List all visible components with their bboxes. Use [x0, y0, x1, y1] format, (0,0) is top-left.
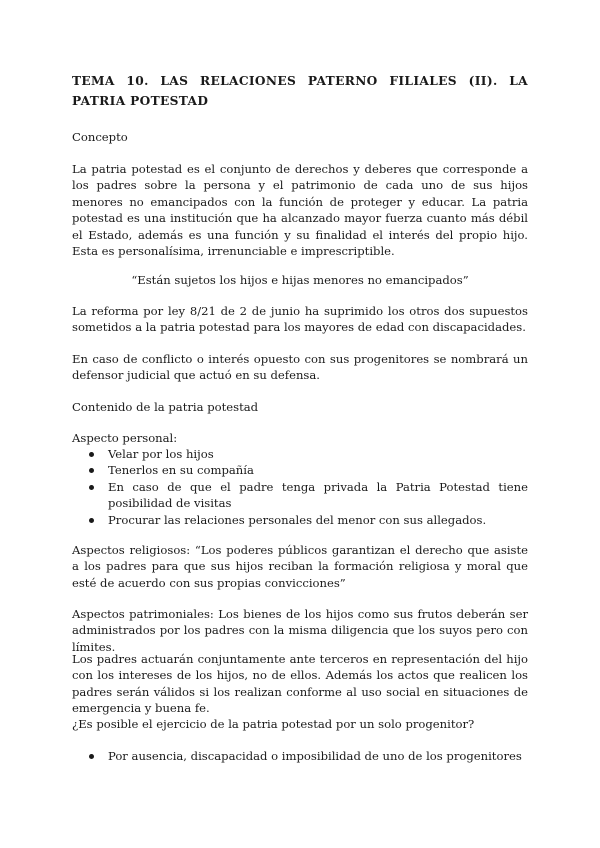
list-item-text: Velar por los hijos — [108, 447, 214, 461]
concepto-paragraph: La patria potestad es el conjunto de derechos y deberes que corresponde a los padres sobre la persona y el patrimonio de cada uno de sus hijos menores no emancipados con la función de proteger y educar. La patria potestad es una institución que ha alcanzado mayor fuerza cuanto más débil el Estado, además es una función y su finalidad el interés del propio hijo. Esta es personalísima, irrenunciable e imprescriptible. — [72, 162, 528, 259]
aspecto-personal-list — [72, 446, 528, 528]
aspecto-personal-heading: Aspecto personal: — [72, 431, 178, 445]
aspectos-religiosos-paragraph: Aspectos religiosos: “Los poderes públicos garantizan el derecho que asiste a los padres para que sus hijos reciban la formación religiosa y moral que esté de acuerdo con sus propias convicciones” — [72, 543, 528, 590]
list-item — [72, 748, 528, 764]
pregunta-list — [72, 748, 528, 764]
list-item-text: Por ausencia, discapacidad o imposibilidad de uno de los progenitores — [108, 749, 522, 763]
list-item-text: En caso de que el padre tenga privada la Patria Potestad tiene posibilidad de visitas — [108, 479, 528, 511]
conflicto-paragraph: En caso de conflicto o interés opuesto con sus progenitores se nombrará un defensor judicial que actuó en su defensa. — [72, 352, 528, 383]
list-item — [72, 446, 528, 462]
page-title: TEMA 10. LAS RELACIONES PATERNO FILIALES (II). LA PATRIA POTESTAD — [72, 74, 528, 108]
reforma-paragraph: La reforma por ley 8/21 de 2 de junio ha suprimido los otros dos supuestos sometidos a la patria potestad para los mayores de edad con discapacidades. — [72, 304, 528, 335]
list-item — [72, 462, 528, 478]
padres-actuaran-paragraph: Los padres actuarán conjuntamente ante terceros en representación del hijo con los intereses de los hijos, no de ellos. Además los actos que realicen los padres serán válidos si los realizan conforme al uso social en situaciones de emergencia y buena fe. — [72, 652, 528, 716]
bullet-icon — [89, 518, 94, 523]
list-item — [72, 512, 528, 528]
aspectos-patrimoniales-paragraph: Aspectos patrimoniales: Los bienes de los hijos como sus frutos deberán ser administrados por los padres con la misma diligencia que los suyos pero con límites. — [72, 607, 528, 654]
bullet-icon — [89, 754, 94, 759]
section-heading-contenido: Contenido de la patria potestad — [72, 400, 259, 414]
section-heading-concepto: Concepto — [72, 130, 128, 144]
bullet-icon — [89, 485, 94, 490]
bullet-icon — [89, 468, 94, 473]
list-item-text: Procurar las relaciones personales del menor con sus allegados. — [108, 512, 487, 527]
bullet-icon — [89, 452, 94, 457]
list-item — [72, 479, 528, 512]
pregunta-line: ¿Es posible el ejercicio de la patria potestad por un solo progenitor? — [72, 717, 475, 731]
list-item-text: Tenerlos en su compañía — [108, 463, 254, 478]
quote-line: “Están sujetos los hijos e hijas menores no emancipados” — [131, 273, 469, 287]
